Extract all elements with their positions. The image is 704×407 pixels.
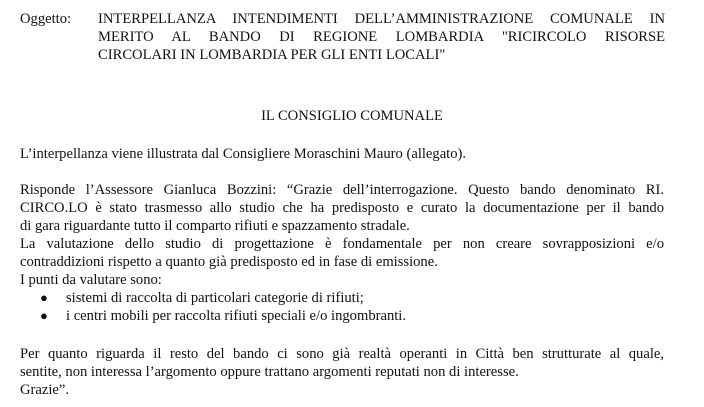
subject-line-2: MERITO AL BANDO DI REGIONE LOMBARDIA "RICIRCOLO RISORSE (98, 29, 665, 45)
bullet-icon: ● (40, 290, 48, 305)
subject-line-1: INTERPELLANZA INTENDIMENTI DELL’AMMINISTRAZIONE COMUNALE IN (98, 11, 665, 27)
closing-line-2: sentite, non interessa l’argomento oppure trattano argomenti reputati non di interesse. (20, 364, 519, 380)
response-line-5: contraddizioni rispetto a quanto già predisposto ed in fase di emissione. (20, 254, 438, 270)
closing-line-3: Grazie”. (20, 382, 70, 398)
response-line-3: di gara riguardante tutto il comparto rifiuti e spazzamento stradale. (20, 218, 410, 234)
subject-label: Oggetto: (20, 11, 72, 27)
bullet-item-2: i centri mobili per raccolta rifiuti speciali e/o ingombranti. (66, 308, 407, 324)
bullet-item-1: sistemi di raccolta di particolari categorie di rifiuti; (66, 290, 364, 306)
bullet-icon: ● (40, 308, 48, 323)
intro-paragraph: L’interpellanza viene illustrata dal Consigliere Moraschini Mauro (allegato). (20, 146, 467, 162)
subject-line-3: CIRCOLARI IN LOMBARDIA PER GLI ENTI LOCALI" (98, 47, 446, 63)
response-line-4: La valutazione dello studio di progettazione è fondamentale per non creare sovrapposizioni e/o (20, 236, 664, 252)
response-line-2: CIRCO.LO è stato trasmesso allo studio che ha predisposto e curato la documentazione per il bando (20, 200, 664, 216)
response-line-6: I punti da valutare sono: (20, 272, 162, 288)
section-title: IL CONSIGLIO COMUNALE (261, 108, 443, 124)
response-line-1: Risponde l’Assessore Gianluca Bozzini: “Grazie dell’interrogazione. Questo bando denominato RI. (20, 182, 664, 198)
closing-line-1: Per quanto riguarda il resto del bando ci sono già realtà operanti in Città ben strutturate al quale, (20, 346, 664, 362)
